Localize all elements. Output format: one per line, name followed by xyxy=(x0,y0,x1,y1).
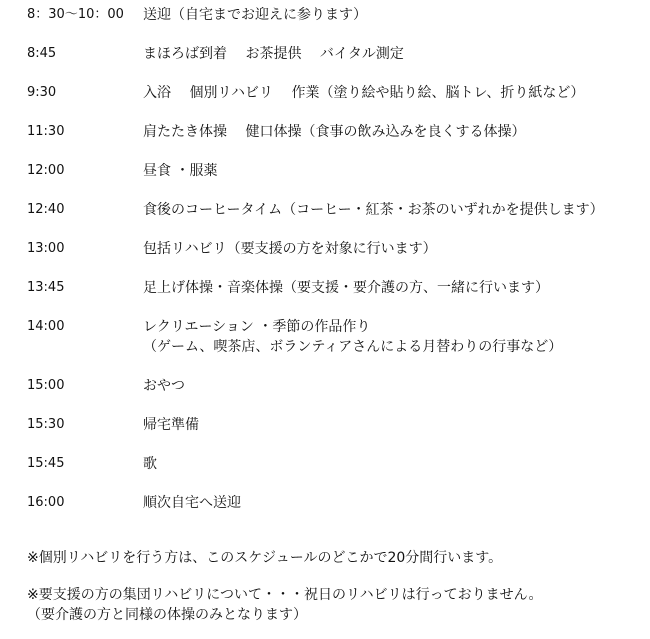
schedule-activity xyxy=(143,317,562,357)
activity-line: まほろば到着 お茶提供 バイタル測定 xyxy=(143,46,404,62)
schedule-activity xyxy=(143,278,549,298)
activity-line: 入浴 個別リハビリ 作業（塗り絵や貼り絵、脳トレ、折り紙など） xyxy=(143,85,585,101)
schedule-activity xyxy=(143,493,241,513)
activity-line: 送迎（自宅までお迎えに参ります） xyxy=(143,7,367,23)
note-line: ※要支援の方の集団リハビリについて・・・祝日のリハビリは行っておりません。 xyxy=(27,587,543,603)
activity-line: 帰宅準備 xyxy=(143,417,199,433)
schedule-time: 12:00 xyxy=(27,163,65,178)
schedule-activity xyxy=(143,239,437,259)
note-line: （要介護の方と同様の体操のみとなります） xyxy=(27,607,307,623)
schedule-activity xyxy=(143,122,525,142)
activity-line: （ゲーム、喫茶店、ボランティアさんによる月替わりの行事など） xyxy=(143,339,563,355)
schedule-time: 12:40 xyxy=(27,202,65,217)
schedule-time: 11:30 xyxy=(27,124,65,139)
activity-line: 包括リハビリ（要支援の方を対象に行います） xyxy=(143,241,437,257)
activity-line: 足上げ体操・音楽体操（要支援・要介護の方、一緒に行います） xyxy=(143,280,549,296)
schedule-time: 9:30 xyxy=(27,85,57,100)
schedule-time: 8：30～10：00 xyxy=(27,7,124,22)
schedule-time: 16:00 xyxy=(27,495,65,510)
schedule-note xyxy=(27,585,542,625)
schedule-activity xyxy=(143,376,185,396)
schedule-time: 14:00 xyxy=(27,319,65,334)
schedule-activity xyxy=(143,44,404,64)
schedule-activity xyxy=(143,415,199,435)
schedule-time: 8:45 xyxy=(27,46,57,61)
schedule-activity xyxy=(143,5,367,25)
activity-line: 肩たたき体操 健口体操（食事の飲み込みを良くする体操） xyxy=(143,124,526,140)
schedule-activity xyxy=(143,161,217,181)
activity-line: レクリエーション ・季節の作品作り xyxy=(143,319,371,335)
note-line: ※個別リハビリを行う方は、このスケジュールのどこかで20分間行います。 xyxy=(27,550,503,566)
schedule-activity xyxy=(143,83,584,103)
schedule-time: 13:45 xyxy=(27,280,65,295)
activity-line: おやつ xyxy=(143,378,185,394)
schedule-time: 13:00 xyxy=(27,241,65,256)
schedule-activity xyxy=(143,454,157,474)
activity-line: 順次自宅へ送迎 xyxy=(143,495,241,511)
schedule-activity xyxy=(143,200,604,220)
activity-line: 昼食 ・服薬 xyxy=(143,163,218,179)
activity-line: 食後のコーヒータイム（コーヒー・紅茶・お茶のいずれかを提供します） xyxy=(143,202,604,218)
schedule-time: 15:45 xyxy=(27,456,65,471)
activity-line: 歌 xyxy=(143,456,157,472)
schedule-time: 15:00 xyxy=(27,378,65,393)
schedule-time: 15:30 xyxy=(27,417,65,432)
schedule-note xyxy=(27,548,502,568)
